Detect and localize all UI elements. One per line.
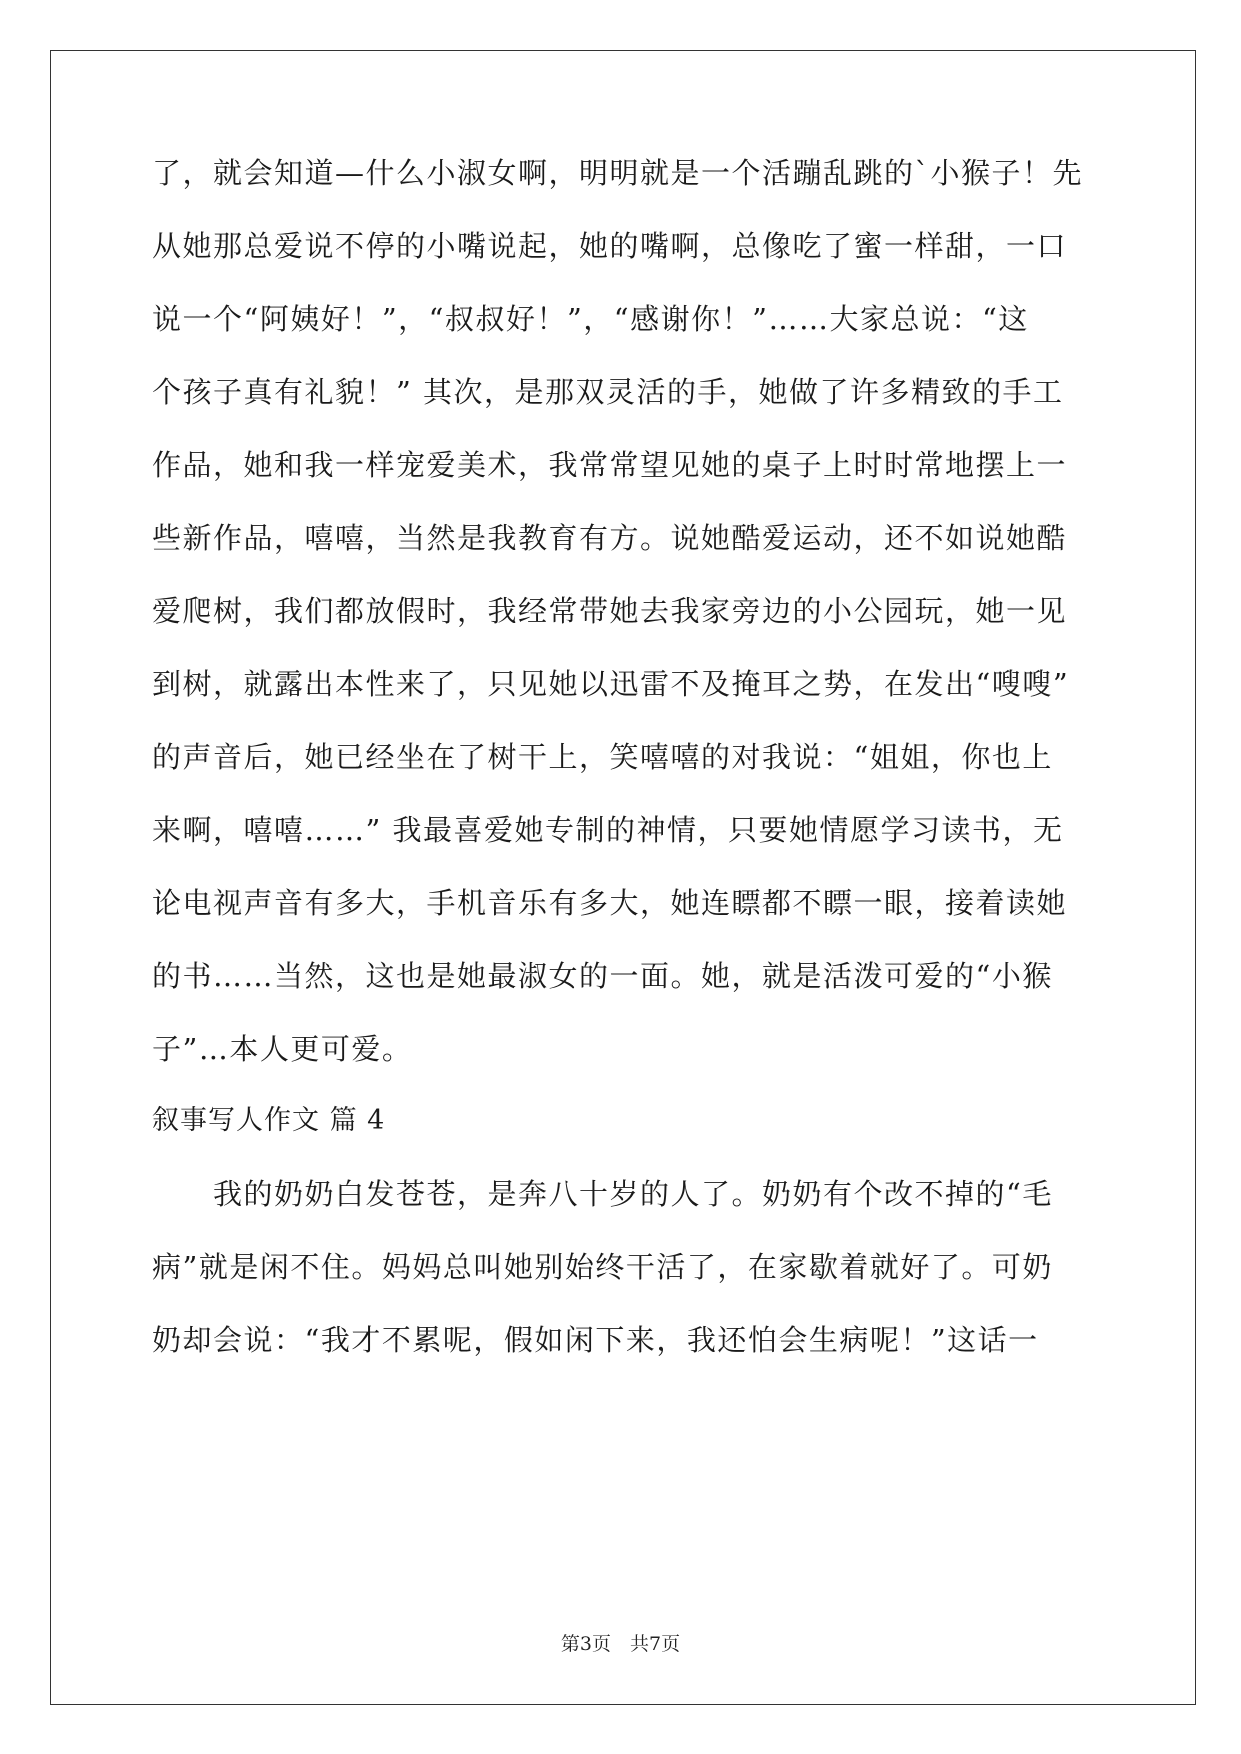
text-line: 的声音后，她已经坐在了树干上，笑嘻嘻的对我说：“姐姐，你也上 — [152, 740, 1053, 774]
text-line: 子”…本人更可爱。 — [152, 1032, 413, 1066]
text-line: 说一个“阿姨好！”，“叔叔好！”，“感谢你！”……大家总说：“这 — [152, 302, 1029, 336]
text-line: 到树，就露出本性来了，只见她以迅雷不及掩耳之势，在发出“嗖嗖” — [152, 667, 1070, 701]
text-line: 奶却会说：“我才不累呢，假如闲下来，我还怕会生病呢！”这话一 — [152, 1323, 1039, 1357]
section-heading: 叙事写人作文 篇 4 — [152, 1105, 386, 1136]
text-line: 个孩子真有礼貌！” 其次，是那双灵活的手，她做了许多精致的手工 — [152, 375, 1064, 409]
page-number-footer: 第3页 共7页 — [560, 1633, 681, 1655]
text-line: 从她那总爱说不停的小嘴说起，她的嘴啊，总像吃了蜜一样甜，一口 — [152, 229, 1068, 263]
text-line: 些新作品，嘻嘻，当然是我教育有方。说她酷爱运动，还不如说她酷 — [152, 521, 1068, 555]
text-line: 作品，她和我一样宠爱美术，我常常望见她的桌子上时时常地摆上一 — [152, 448, 1068, 482]
text-line: 了，就会知道—什么小淑女啊，明明就是一个活蹦乱跳的`小猴子！先 — [152, 156, 1084, 190]
text-line: 的书……当然，这也是她最淑女的一面。她，就是活泼可爱的“小猴 — [152, 959, 1053, 993]
text-line: 病”就是闲不住。妈妈总叫她别始终干活了，在家歇着就好了。可奶 — [152, 1250, 1053, 1284]
text-line: 爱爬树，我们都放假时，我经常带她去我家旁边的小公园玩，她一见 — [152, 594, 1068, 628]
text-line: 来啊，嘻嘻……” 我最喜爱她专制的神情，只要她情愿学习读书，无 — [152, 813, 1064, 847]
text-line: 我的奶奶白发苍苍，是奔八十岁的人了。奶奶有个改不掉的“毛 — [152, 1177, 1053, 1211]
text-line: 论电视声音有多大，手机音乐有多大，她连瞟都不瞟一眼，接着读她 — [152, 886, 1068, 920]
